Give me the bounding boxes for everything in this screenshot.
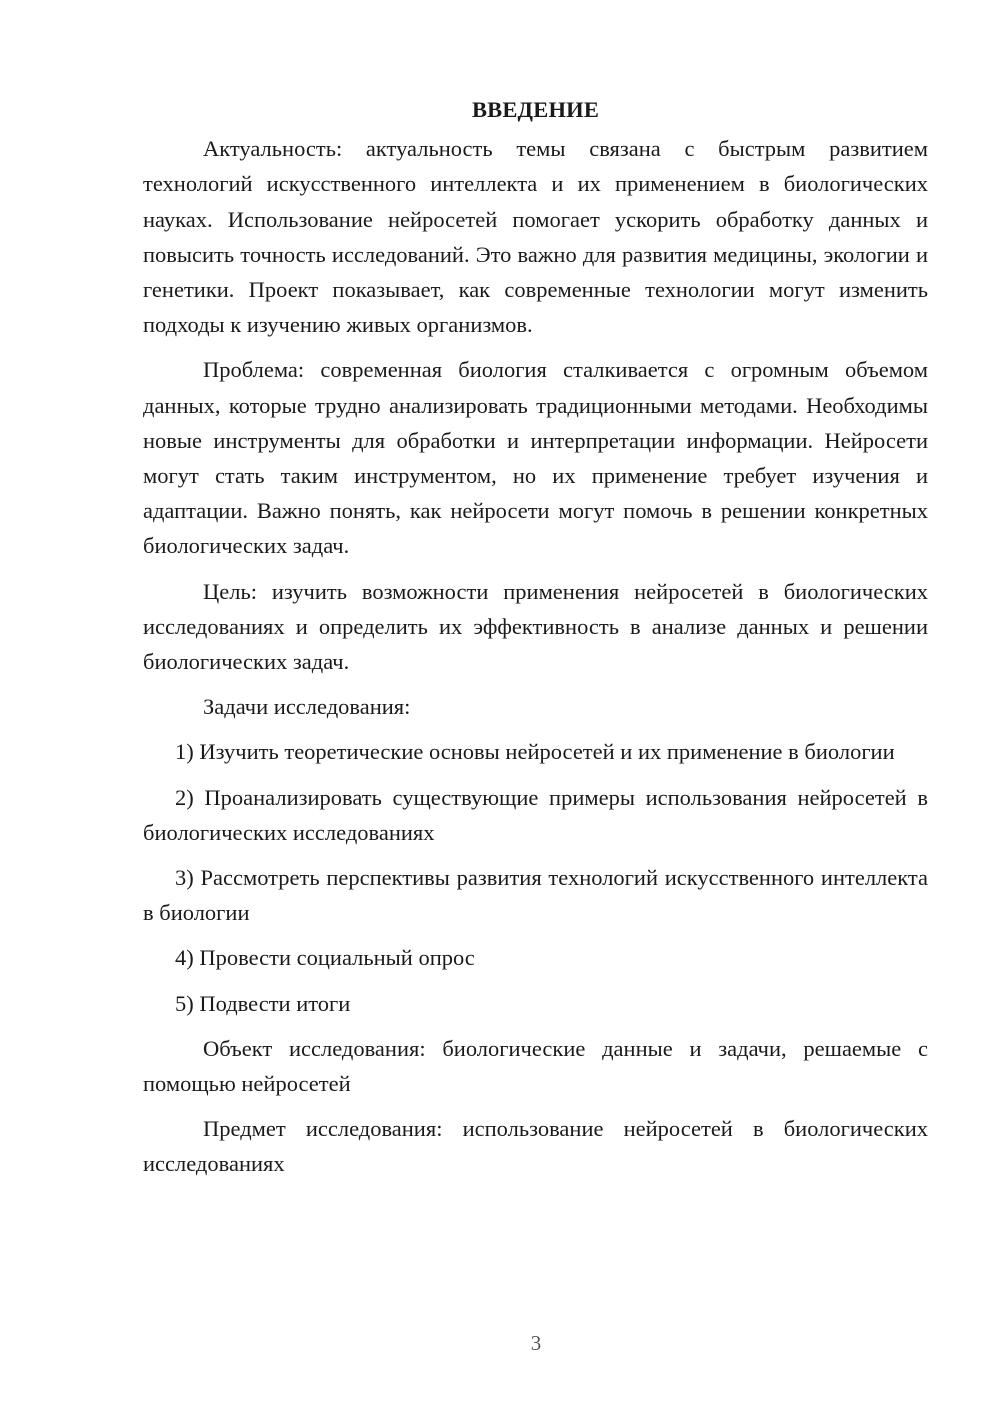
task-item-3: 3) Рассмотреть перспективы развития технологий искусственного интеллекта в биологии — [143, 865, 928, 926]
task-item-1: 1) Изучить теоретические основы нейросетей и их применение в биологии — [175, 739, 895, 765]
task-list — [143, 734, 928, 1020]
paragraph-relevance: Актуальность: актуальность темы связана с быстрым развитием технологий искусственного интеллекта и их применением в биологических науках. Использование нейросетей помогает ускорить обработку данных и повысить точность исследований. Это важно для развития медицины, экологии и генетики. Проект показывает, как современные технологии могут изменить подходы к изучению живых организмов. — [143, 136, 928, 338]
task-item-4: 4) Провести социальный опрос — [175, 945, 475, 971]
paragraph-subject: Предмет исследования: использование нейросетей в биологических исследованиях — [143, 1116, 928, 1177]
paragraph-problem: Проблема: современная биология сталкивается с огромным объемом данных, которые трудно анализировать традиционными методами. Необходимы новые инструменты для обработки и интерпретации информации. Нейросети могут стать таким инструментом, но их применение требует изучения и адаптации. Важно понять, как нейросети могут помочь в решении конкретных биологических задач. — [143, 357, 928, 559]
task-item-5: 5) Подвести итоги — [175, 990, 351, 1016]
paragraph-object: Объект исследования: биологические данные и задачи, решаемые с помощью нейросетей — [143, 1035, 928, 1097]
section-title: ВВЕДЕНИЕ — [471, 97, 600, 122]
page-content — [143, 92, 928, 1192]
tasks-heading: Задачи исследования: — [203, 694, 411, 720]
task-item-2: 2) Проанализировать существующие примеры использования нейросетей в биологических исследованиях — [143, 784, 928, 845]
paragraph-goal: Цель: изучить возможности применения нейросетей в биологических исследованиях и определить их эффективность в анализе данных и решении биологических задач. — [143, 578, 928, 675]
page-number: 3 — [530, 1331, 542, 1355]
